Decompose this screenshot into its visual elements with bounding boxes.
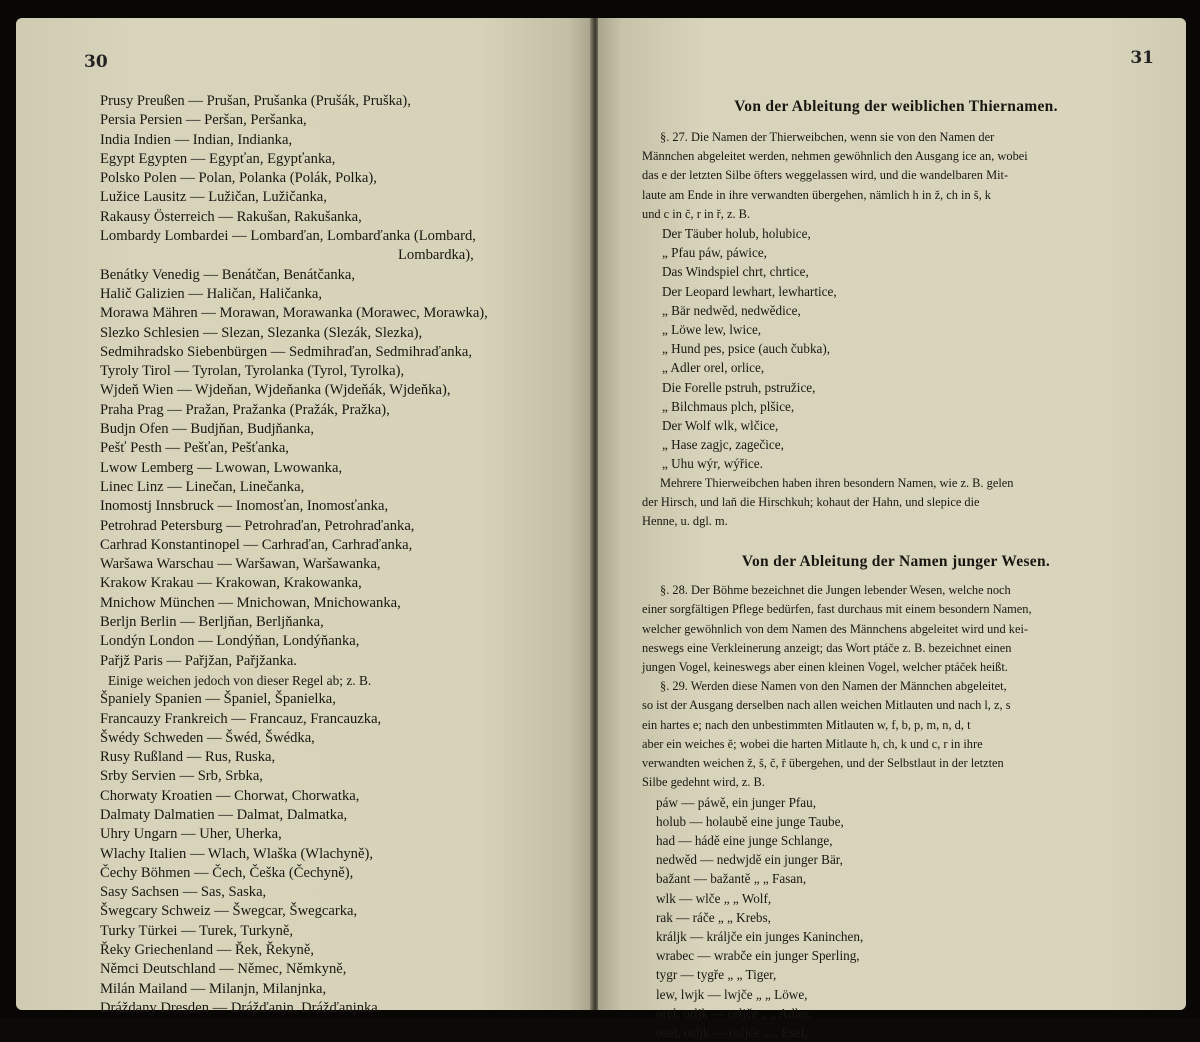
text-line: Čechy Böhmen — Čech, Češka (Čechyně),	[100, 864, 590, 883]
paragraph-note	[642, 474, 1150, 532]
text-line: „ Uhu wýr, wýřice.	[642, 454, 1150, 473]
text-line: §. 29. Werden diese Namen von den Namen der Männchen abgeleitet,	[642, 677, 1150, 696]
left-page	[16, 18, 592, 1010]
text-line: Waršawa Warschau — Waršawan, Waršawanka,	[100, 555, 590, 574]
text-line: Francauzy Frankreich — Francauz, Francauzka,	[100, 710, 590, 729]
text-line: Chorwaty Kroatien — Chorwat, Chorwatka,	[100, 787, 590, 806]
text-line: so ist der Ausgang derselben nach allen weichen Mitlauten und nach l, z, s	[642, 696, 1150, 715]
text-line: Šwegcary Schweiz — Šwegcar, Šwegcarka,	[100, 902, 590, 921]
text-line: §. 27. Die Namen der Thierweibchen, wenn sie von den Namen der	[642, 128, 1150, 147]
text-line: India Indien — Indian, Indianka,	[100, 131, 590, 150]
text-line: Egypt Egypten — Egypťan, Egypťanka,	[100, 150, 590, 169]
text-line: Budjn Ofen — Budjňan, Budjňanka,	[100, 420, 590, 439]
text-line: bažant — bažantě „ „ Fasan,	[642, 869, 1150, 888]
text-line: wlk — wlče „ „ Wolf,	[642, 889, 1150, 908]
text-line: Sedmihradsko Siebenbürgen — Sedmihraďan, Sedmihraďanka,	[100, 343, 590, 362]
text-line: Benátky Venedig — Benátčan, Benátčanka,	[100, 266, 590, 285]
right-page-body	[642, 98, 1150, 1042]
text-line: Männchen abgeleitet werden, nehmen gewöhnlich den Ausgang ice an, wobei	[642, 147, 1150, 166]
text-line: „ Pfau páw, páwice,	[642, 243, 1150, 262]
text-line: tygr — tygře „ „ Tiger,	[642, 965, 1150, 984]
text-line: Der Leopard lewhart, lewhartice,	[642, 282, 1150, 301]
paragraph-29	[642, 677, 1150, 792]
text-line: das e der letzten Silbe öfters weggelassen wird, und die wandelbaren Mit-	[642, 166, 1150, 185]
text-line: Die Forelle pstruh, pstružice,	[642, 378, 1150, 397]
text-line: Dalmaty Dalmatien — Dalmat, Dalmatka,	[100, 806, 590, 825]
text-line: Lužice Lausitz — Lužičan, Lužičanka,	[100, 188, 590, 207]
text-line: ein hartes e; nach den unbestimmten Mitlauten w, f, b, p, m, n, d, t	[642, 716, 1150, 735]
text-line: králjk — králjče ein junges Kaninchen,	[642, 927, 1150, 946]
text-line: páw — páwě, ein junger Pfau,	[642, 793, 1150, 812]
text-line: aber ein weiches ě; wobei die harten Mitlaute h, ch, k und c, r in ihre	[642, 735, 1150, 754]
text-line: holub — holaubě eine junge Taube,	[642, 812, 1150, 831]
text-line: Turky Türkei — Turek, Turkyně,	[100, 922, 590, 941]
text-line: Rakausy Österreich — Rakušan, Rakušanka,	[100, 208, 590, 227]
text-line: „ Bilchmaus plch, plšice,	[642, 397, 1150, 416]
text-line: Persia Persien — Peršan, Peršanka,	[100, 111, 590, 130]
text-line: Wlachy Italien — Wlach, Wlaška (Wlachyně),	[100, 845, 590, 864]
text-line: verwandten weichen ž, š, č, ř übergehen, und der Selbstlaut in der letzten	[642, 754, 1150, 773]
page-number: 31	[1130, 48, 1154, 68]
text-line: welcher gewöhnlich von dem Namen des Männchens abgeleitet wird und kei-	[642, 620, 1150, 639]
example-list	[642, 793, 1150, 1042]
text-line: Uhry Ungarn — Uher, Uherka,	[100, 825, 590, 844]
text-line: osel, osljk — osljče „ „ Esel,	[642, 1023, 1150, 1042]
text-line: „ Bär nedwěd, nedwědice,	[642, 301, 1150, 320]
text-line: Lwow Lemberg — Lwowan, Lwowanka,	[100, 459, 590, 478]
text-line: Der Wolf wlk, wlčice,	[642, 416, 1150, 435]
text-line: Mehrere Thierweibchen haben ihren besondern Namen, wie z. B. gelen	[642, 474, 1150, 493]
text-line: jungen Vogel, keineswegs aber einen kleinen Vogel, welcher ptáček heißt.	[642, 658, 1150, 677]
text-line: Londýn London — Londýňan, Londýňanka,	[100, 632, 590, 651]
text-line: Řeky Griechenland — Řek, Řekyně,	[100, 941, 590, 960]
text-line: „ Hase zagjc, zagečice,	[642, 435, 1150, 454]
text-line: Das Windspiel chrt, chrtice,	[642, 262, 1150, 281]
paragraph-27	[642, 128, 1150, 224]
text-line: Morawa Mähren — Morawan, Morawanka (Morawec, Morawka),	[100, 304, 590, 323]
text-line: Slezko Schlesien — Slezan, Slezanka (Slezák, Slezka),	[100, 324, 590, 343]
text-line: Praha Prag — Pražan, Pražanka (Pražák, Pražka),	[100, 401, 590, 420]
text-line: Einige weichen jedoch von dieser Regel ab; z. B.	[100, 671, 590, 690]
text-line: Pešť Pesth — Pešťan, Pešťanka,	[100, 439, 590, 458]
text-line: had — hádě eine junge Schlange,	[642, 831, 1150, 850]
text-line: und c in č, r in ř, z. B.	[642, 205, 1150, 224]
text-line: Krakow Krakau — Krakowan, Krakowanka,	[100, 574, 590, 593]
text-line: lew, lwjk — lwjče „ „ Löwe,	[642, 985, 1150, 1004]
text-line: der Hirsch, und laň die Hirschkuh; kohaut der Hahn, und slepice die	[642, 493, 1150, 512]
text-line: einer sorgfältigen Pflege bedürfen, fast durchaus mit einem besondern Namen,	[642, 600, 1150, 619]
paragraph-28	[642, 581, 1150, 677]
text-line: Tyroly Tirol — Tyrolan, Tyrolanka (Tyrol, Tyrolka),	[100, 362, 590, 381]
text-line: Rusy Rußland — Rus, Ruska,	[100, 748, 590, 767]
page-number: 30	[84, 52, 108, 72]
text-line: Šwédy Schweden — Šwéd, Šwédka,	[100, 729, 590, 748]
text-line: Prusy Preußen — Prušan, Prušanka (Prušák, Pruška),	[100, 92, 590, 111]
text-line: „ Löwe lew, lwice,	[642, 320, 1150, 339]
text-line: „ Adler orel, orlice,	[642, 358, 1150, 377]
text-line: Berljn Berlin — Berljňan, Berljňanka,	[100, 613, 590, 632]
text-line: laute am Ende in ihre verwandten übergehen, nämlich h in ž, ch in š, k	[642, 186, 1150, 205]
text-line: Pařjž Paris — Pařjžan, Pařjžanka.	[100, 652, 590, 671]
text-line: Sasy Sachsen — Sas, Saska,	[100, 883, 590, 902]
text-line: Wjdeň Wien — Wjdeňan, Wjdeňanka (Wjdeňák, Wjdeňka),	[100, 381, 590, 400]
text-line: Lombardy Lombardei — Lombarďan, Lombarďanka (Lombard,	[100, 227, 590, 246]
text-line: „ Hund pes, psice (auch čubka),	[642, 339, 1150, 358]
text-line: Carhrad Konstantinopel — Carhraďan, Carhraďanka,	[100, 536, 590, 555]
section-heading: Von der Ableitung der weiblichen Thiernamen.	[642, 98, 1150, 116]
text-line: Petrohrad Petersburg — Petrohraďan, Petrohraďanka,	[100, 517, 590, 536]
text-line: neswegs eine Verkleinerung anzeigt; das Wort ptáče z. B. bezeichnet einen	[642, 639, 1150, 658]
text-line: Němci Deutschland — Němec, Němkyně,	[100, 960, 590, 979]
text-line: §. 28. Der Böhme bezeichnet die Jungen lebender Wesen, welche noch	[642, 581, 1150, 600]
text-line: Halič Galizien — Haličan, Haličanka,	[100, 285, 590, 304]
text-line: Inomostj Innsbruck — Inomosťan, Inomosťanka,	[100, 497, 590, 516]
text-line: Španiely Spanien — Španiel, Španielka,	[100, 690, 590, 709]
section-heading: Von der Ableitung der Namen junger Wesen.	[642, 553, 1150, 571]
text-line: Linec Linz — Linečan, Linečanka,	[100, 478, 590, 497]
text-line: Der Täuber holub, holubice,	[642, 224, 1150, 243]
text-line: Dráždany Dresden — Drážďanjn, Drážďanjnka.	[100, 999, 590, 1018]
text-line: orel, orljk — orljče „ „ Adler,	[642, 1004, 1150, 1023]
text-line: Henne, u. dgl. m.	[642, 512, 1150, 531]
text-line: wrabec — wrabče ein junger Sperling,	[642, 946, 1150, 965]
text-line: Polsko Polen — Polan, Polanka (Polák, Polka),	[100, 169, 590, 188]
text-line: Lombardka),	[100, 246, 590, 265]
text-line: Srby Servien — Srb, Srbka,	[100, 767, 590, 786]
text-line: nedwěd — nedwjdě ein junger Bär,	[642, 850, 1150, 869]
right-page	[598, 18, 1186, 1010]
text-line: rak — ráče „ „ Krebs,	[642, 908, 1150, 927]
text-line: Milán Mailand — Milanjn, Milanjnka,	[100, 980, 590, 999]
text-line: Mnichow München — Mnichowan, Mnichowanka,	[100, 594, 590, 613]
vocabulary-list	[100, 92, 590, 1018]
text-line: Silbe gedehnt wird, z. B.	[642, 773, 1150, 792]
example-list	[642, 224, 1150, 474]
